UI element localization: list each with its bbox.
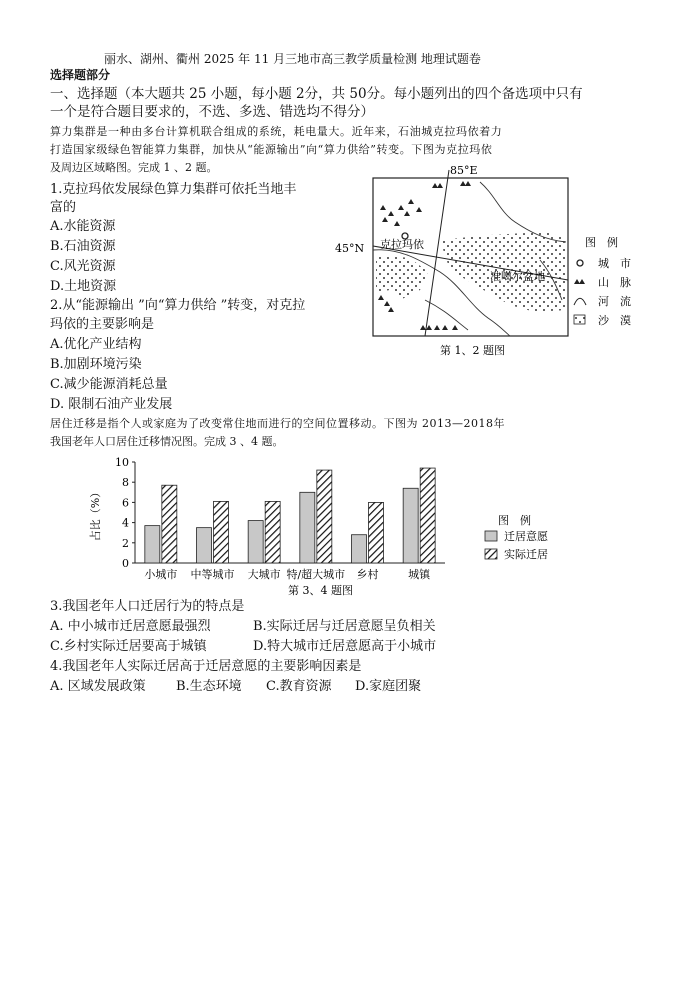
chart-y-tick-label: 2 (122, 536, 129, 550)
passage1-line-3: 及周边区域略图。完成 1 、2 题。 (50, 161, 218, 174)
q3-option-b: B.实际迁居与迁居意愿呈负相关 (253, 619, 436, 634)
passage2-line-2: 我国老年人口居住迁移情况图。完成 3 、4 题。 (50, 435, 284, 448)
chart-y-tick-label: 0 (122, 557, 129, 570)
instructions-line-1: 一、选择题（本大题共 25 小题，每小题 2分，共 50分。每小题列出的四个备选项中只有 (50, 86, 583, 102)
q2-option-b: B.加剧环境污染 (50, 357, 142, 372)
bar-actual-2 (265, 501, 280, 563)
q4-option-b: B.生态环境 (176, 679, 242, 694)
chart-legend-intent: 迁居意愿 (504, 530, 548, 543)
map-legend-desert: 沙 漠 (598, 314, 631, 327)
passage1-line-2: 打造国家级绿色智能算力集群，加快从“能源输出”向“算力供给”转变。下图为克拉玛依 (50, 143, 493, 156)
passage2-line-1: 居住迁移是指个人或家庭为了改变常住地而进行的空间位置移动。下图为 2013—2018年 (50, 417, 505, 430)
legend-city-icon (577, 260, 583, 266)
q3-option-a: A. 中小城市迁居意愿最强烈 (50, 619, 211, 634)
legend-swatch-actual (485, 549, 497, 559)
q1-option-b: B.石油资源 (50, 239, 116, 254)
chart-y-tick-label: 6 (122, 496, 129, 510)
legend-mountain-icon (574, 279, 585, 284)
bar-actual-5 (420, 468, 435, 563)
bar-actual-0 (162, 485, 177, 563)
bar-intent-2 (248, 521, 263, 563)
q4-stem: 4.我国老年人实际迁居高于迁居意愿的主要影响因素是 (50, 659, 362, 674)
q2-stem-line-1: 2.从“能源输出 ”向“算力供给 ”转变，对克拉 (50, 298, 306, 313)
section-heading: 选择题部分 (50, 68, 111, 82)
q3-stem: 3.我国老年人口迁居行为的特点是 (50, 599, 245, 614)
chart-x-tick-label: 乡村 (356, 568, 379, 581)
bar-intent-3 (300, 492, 315, 563)
legend-river-icon (574, 298, 586, 305)
bar-intent-0 (145, 526, 160, 563)
q1-option-a: A.水能资源 (50, 219, 116, 234)
q2-option-c: C.减少能源消耗总量 (50, 377, 168, 392)
bar-actual-1 (214, 501, 229, 563)
q3-option-d: D.特大城市迁居意愿高于小城市 (253, 639, 437, 654)
bar-actual-3 (317, 470, 332, 563)
legend-swatch-intent (485, 531, 497, 541)
q1-stem-line-1: 1.克拉玛依发展绿色算力集群可依托当地丰 (50, 182, 297, 197)
instructions-line-2: 一个是符合题目要求的，不选、多选、错选均不得分） (50, 104, 374, 120)
q4-option-a: A. 区域发展政策 (50, 679, 146, 694)
map-basin-label: 准噶尔盆地 (490, 270, 545, 283)
chart-y-tick-label: 8 (122, 476, 129, 490)
chart-x-tick-label: 特/超大城市 (286, 568, 346, 581)
bar-actual-4 (369, 502, 384, 563)
bar-intent-5 (403, 488, 418, 563)
chart-legend-actual: 实际迁居 (504, 548, 548, 561)
map-legend-city: 城 市 (598, 257, 631, 270)
q1-stem-line-2: 富的 (50, 200, 77, 215)
q4-option-d: D.家庭团聚 (355, 679, 422, 694)
migration-bar-chart (85, 452, 585, 598)
q2-option-a: A.优化产业结构 (50, 337, 142, 352)
q4-option-c: C.教育资源 (266, 679, 332, 694)
map-city-label: 克拉玛依 (380, 238, 424, 251)
chart-y-axis-label: 占比（%） (89, 486, 102, 542)
chart-y-tick-label: 4 (122, 516, 129, 530)
map-lon-label: 85°E (450, 164, 478, 177)
chart-y-tick-label: 10 (115, 456, 129, 469)
q1-option-d: D.土地资源 (50, 279, 117, 294)
q1-option-c: C.风光资源 (50, 259, 116, 274)
bar-intent-1 (197, 528, 212, 563)
legend-desert-icon (574, 315, 585, 324)
map-legend-mountain: 山 脉 (598, 276, 631, 289)
bar-intent-4 (352, 535, 367, 563)
chart-legend-title: 图 例 (498, 514, 531, 527)
map-figure (330, 160, 660, 360)
chart-x-tick-label: 城镇 (408, 568, 431, 581)
q3-option-c: C.乡村实际迁居要高于城镇 (50, 639, 207, 654)
map-lat-label: 45°N (335, 242, 365, 255)
map-legend-river: 河 流 (598, 295, 631, 308)
page-title: 丽水、湖州、衢州 2025 年 11 月三地市高三教学质量检测 地理试题卷 (104, 52, 481, 66)
passage1-line-1: 算力集群是一种由多台计算机联合组成的系统，耗电量大。近年来，石油城克拉玛依着力 (50, 125, 503, 138)
q2-option-d: D. 限制石油产业发展 (50, 397, 173, 412)
chart-x-tick-label: 大城市 (247, 568, 281, 581)
chart-caption: 第 3、4 题图 (288, 584, 353, 597)
chart-x-tick-label: 小城市 (144, 568, 178, 581)
map-caption: 第 1、2 题图 (440, 344, 505, 357)
map-legend-title: 图 例 (585, 236, 618, 249)
chart-x-tick-label: 中等城市 (190, 568, 235, 581)
q2-stem-line-2: 玛依的主要影响是 (50, 317, 155, 332)
